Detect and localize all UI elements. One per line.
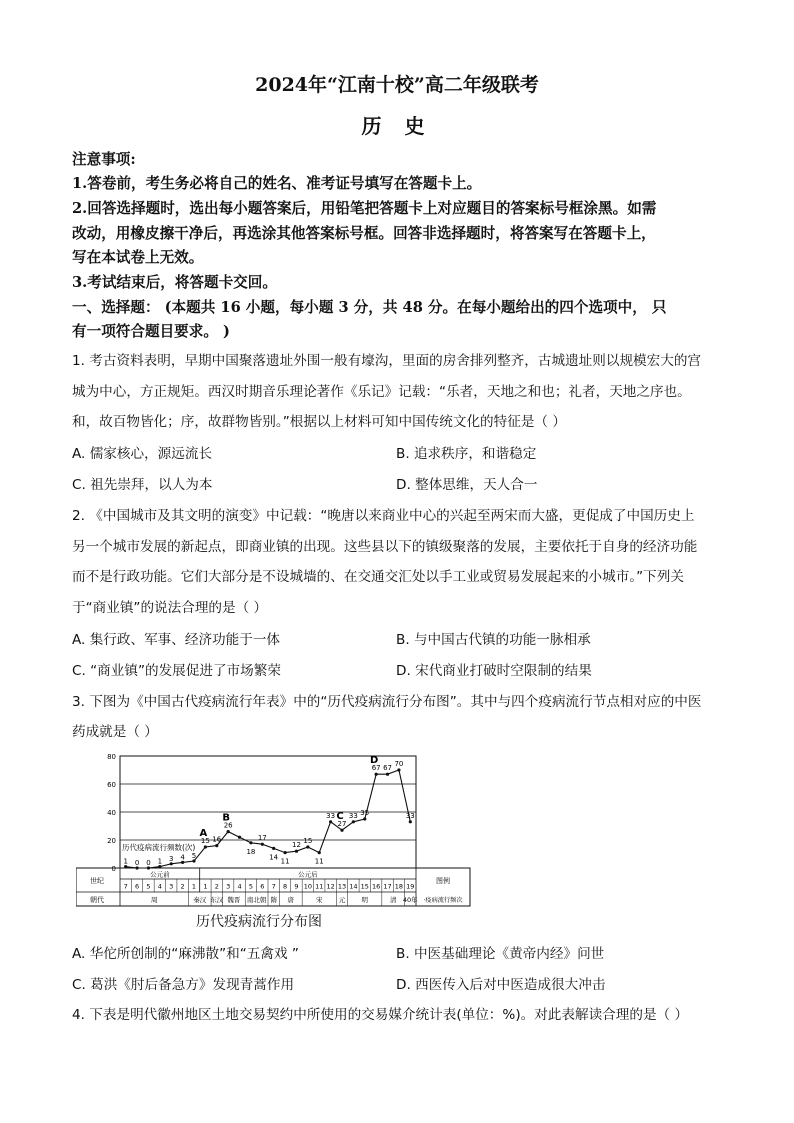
dynasty-label: 周 [150,896,158,904]
question-3-option-a[interactable]: A. 华佗所创制的“麻沸散”和“五禽戏 ” [72,946,299,962]
dynasty-label: 南北朝 [246,896,267,904]
century-label: 3 [226,882,231,891]
data-point [261,843,264,846]
century-label: 12 [326,882,335,891]
question-1-text: 城为中心，方正规矩。西汉时期音乐理论著作《乐记》记载：“乐者，天地之和也；礼者，天地之序也。 [72,384,691,400]
section-heading: 一、选择题： (本题共 16 小题，每小题 3 分，共 48 分。在每小题给出的四个选项中， 只 [72,299,667,316]
data-point [215,844,218,847]
y-tick-label: 0 [111,865,116,873]
node-label: B [222,812,230,824]
data-label: 33 [405,811,415,820]
data-label: 5 [191,852,197,860]
data-point [375,773,378,776]
data-point [238,836,241,839]
data-point [272,847,275,850]
question-1-option-a[interactable]: A. 儒家核心，源远流长 [72,446,213,462]
century-label: 5 [146,882,151,891]
century-label: 11 [315,882,324,891]
dynasty-label: 隋 [270,896,277,904]
century-label: 5 [248,882,253,891]
question-2-option-c[interactable]: C. “商业镇”的发展促进了市场繁荣 [72,663,281,679]
data-point [340,829,343,832]
notice-line: 3.考试结束后，将答题卡交回。 [72,274,277,291]
data-label: 17 [257,834,267,843]
question-4-text: 4. 下表是明代徽州地区土地交易契约中所使用的交易媒介统计表(单位：%)。对此表解读合理的是（ ） [72,1007,689,1023]
question-2-text: 2. 《中国城市及其文明的演变》中记载：“晚唐以来商业中心的兴起至两宋而大盛，更促成了中国历史上 [72,508,695,524]
chart-caption: 历代疫病流行分布图 [196,914,322,930]
data-label: 4 [180,853,185,862]
data-label: 3 [168,854,174,863]
question-2-text: 另一个城市发展的新起点，即商业镇的出现。这些县以下的镇级聚落的发展，主要依托于自身的经济功能 [72,539,698,555]
data-label: 1 [123,857,128,866]
question-1-option-c[interactable]: C. 祖先崇拜，以人为本 [72,477,213,493]
dynasty-label: 东汉 [210,896,224,904]
chart-inner-label: 历代疫病流行频数(次) [122,843,196,852]
data-label: 14 [269,853,279,862]
data-label: 18 [246,847,256,856]
exam-title: 2024年“江南十校”高二年级联考 [255,74,539,96]
dynasty-label: 秦汉 [193,896,207,904]
question-2-option-d[interactable]: D. 宋代商业打破时空限制的结果 [396,663,592,679]
question-2-option-a[interactable]: A. 集行政、军事、经济功能于一体 [72,632,281,648]
data-label: 12 [292,841,301,850]
node-label: D [369,755,379,767]
dynasty-label: 40年 [402,896,418,904]
row-label-dynasty: 朝代 [90,896,104,904]
y-tick-label: 60 [107,781,116,789]
century-label: 13 [337,882,347,891]
question-3-text: 药成就是（ ） [72,724,158,740]
data-point [227,830,230,833]
data-label: 16 [212,835,222,844]
dynasty-label: 唐 [287,896,295,904]
question-3-text: 3. 下图为《中国古代疫病流行年表》中的“历代疫病流行分布图”。其中与四个疫病流行节点相对应的中医 [72,694,702,710]
century-label: 10 [303,882,312,891]
data-label: 27 [337,820,347,829]
section-heading-cont: 有一项符合题目要求。 ) [72,323,230,340]
node-label: C [336,811,344,823]
century-label: 1 [191,882,197,891]
notice-line: 写在本试卷上无效。 [72,249,204,266]
legend-item: ·疫病流行频次 [423,897,463,904]
data-label: 0 [134,859,140,867]
question-1-text: 1. 考古资料表明，早期中国聚落遗址外围一般有壕沟，里面的房舍排列整齐，古城遗址则以规模宏大的宫 [72,353,702,369]
node-label: A [199,828,208,839]
y-tick-label: 20 [107,837,116,845]
notice-line: 改动，用橡皮擦干净后，再选涂其他答案标号框。回答非选择题时，将答案写在答题卡上， [72,225,656,242]
century-label: 7 [271,882,276,891]
dynasty-label: 魏晋 [227,896,241,904]
data-label: 33 [326,811,336,820]
data-label: 15 [303,837,313,845]
century-label: 3 [169,882,174,891]
y-tick-label: 40 [107,809,116,817]
dynasty-label: 明 [361,896,369,904]
notice-heading: 注意事项: [72,151,136,168]
data-label: 11 [280,857,290,866]
question-3-option-d[interactable]: D. 西医传入后对中医造成很大冲击 [396,977,606,993]
data-label: 0 [146,859,151,867]
dynasty-label: 清 [389,896,397,904]
era-ce-label: 公元后 [298,870,318,879]
epidemic-chart [76,748,472,908]
century-label: 9 [294,882,299,891]
century-label: 8 [283,882,288,891]
century-label: 4 [237,882,242,891]
notice-line: 2.回答选择题时，选出每小题答案后，用铅笔把答题卡上对应题目的答案标号框涂黑。如需 [72,200,657,217]
subject-title: 历 史 [361,114,433,138]
century-label: 17 [383,882,392,891]
data-label: 11 [314,857,324,866]
question-1-option-d[interactable]: D. 整体思维，天人合一 [396,477,538,493]
data-label: 35 [360,809,370,817]
series-line [126,770,411,868]
data-label: 26 [223,821,233,830]
question-1-text: 和，故百物皆化；序，故群物皆别。”根据以上材料可知中国传统文化的特征是（ ） [72,414,566,430]
dynasty-label: 宋 [315,896,323,904]
data-point [249,841,252,844]
century-label: 18 [394,882,404,891]
era-bce-label: 公元前 [150,870,170,879]
question-1-option-b[interactable]: B. 追求秩序，和谐稳定 [396,446,537,462]
century-label: 7 [123,882,128,891]
century-label: 2 [214,882,219,891]
data-point [283,851,286,854]
question-2-text: 而不是行政功能。它们大部分是不设城墙的、在交通交汇处以手工业或贸易发展起来的小城市。”下列关 [72,569,684,585]
data-point [295,850,298,853]
century-label: 6 [260,882,265,891]
data-point [409,820,412,823]
century-label: 15 [360,882,369,891]
data-label: 70 [394,760,404,768]
question-3-option-c[interactable]: C. 葛洪《肘后备急方》发现青蒿作用 [72,977,295,993]
data-point [318,851,321,854]
data-label: 15 [200,837,210,845]
dynasty-label: 元 [338,896,346,904]
data-point [386,773,389,776]
data-point [363,817,366,820]
y-tick-label: 80 [107,753,116,761]
century-label: 14 [349,882,358,891]
century-label: 2 [180,882,185,891]
century-label: 1 [203,882,208,891]
question-2-text: 于“商业镇”的说法合理的是（ ） [72,600,268,616]
question-3-option-b[interactable]: B. 中医基础理论《黄帝内经》问世 [396,946,605,962]
data-point [352,820,355,823]
data-label: 67 [371,764,381,773]
data-point [329,820,332,823]
row-label-century: 世纪 [90,877,104,885]
century-label: 4 [157,882,162,891]
legend-title: 图例 [436,877,450,885]
data-label: 33 [348,811,358,820]
epidemic-chart-svg [76,748,472,908]
century-label: 6 [135,882,140,891]
question-2-option-b[interactable]: B. 与中国古代镇的功能一脉相承 [396,632,591,648]
century-label: 19 [406,882,415,891]
data-point [397,768,400,771]
century-label: 16 [372,882,381,891]
notice-line: 1.答卷前，考生务必将自己的姓名、准考证号填写在答题卡上。 [72,175,482,192]
data-point [204,845,207,848]
data-label: 1 [157,857,163,866]
data-label: 67 [383,764,392,773]
data-point [306,845,309,848]
